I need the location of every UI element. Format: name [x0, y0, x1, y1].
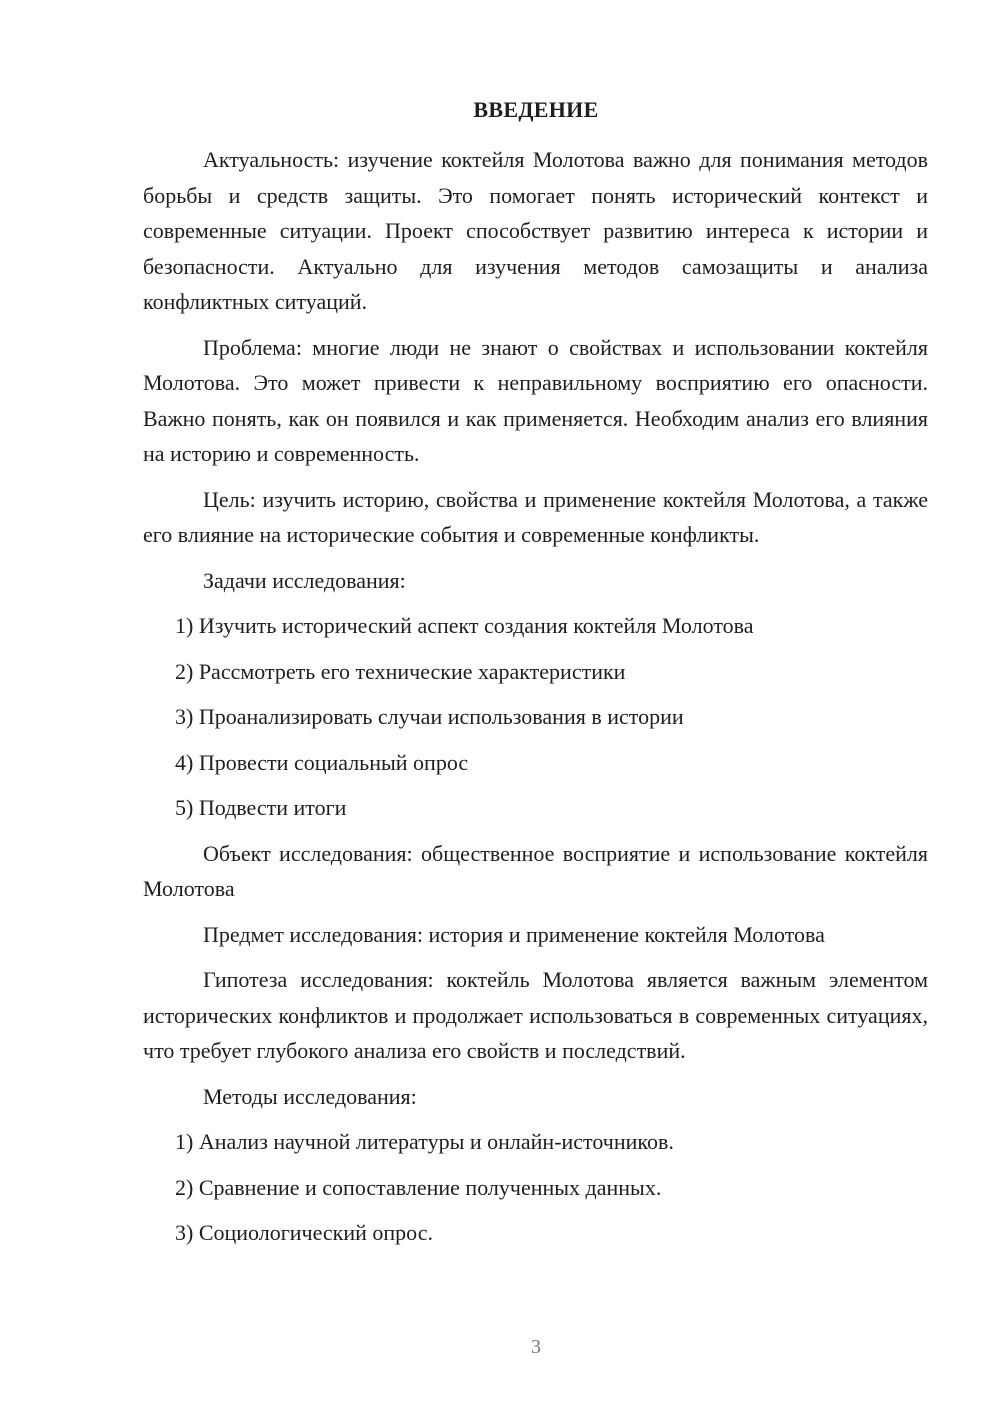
list-item-method: 3) Социологический опрос.: [175, 1220, 433, 1245]
list-item-task: 4) Провести социальный опрос: [175, 749, 469, 775]
list-item-task: 5) Подвести итоги: [175, 795, 347, 820]
paragraph-goal: Цель: изучить историю, свойства и применение коктейля Молотова, а также его влияние на исторические события и современные конфликты.: [143, 486, 928, 547]
paragraph-hypothesis: Гипотеза исследования: коктейль Молотова является важным элементом исторических конфликтов и продолжает использоваться в современных ситуациях, что требует глубокого анализа его свойств и последствий.: [143, 967, 928, 1063]
paragraph-object: Объект исследования: общественное восприятие и использование коктейля Молотова: [143, 840, 928, 901]
paragraph-relevance: Актуальность: изучение коктейля Молотова важно для понимания методов борьбы и средств защиты. Это помогает понять исторический контекст и современные ситуации. Проект способствует развитию интереса к истории и безопасности. Актуально для изучения методов самозащиты и анализа конфликтных ситуаций.: [143, 147, 928, 314]
list-item-task: 1) Изучить исторический аспект создания коктейля Молотова: [175, 613, 754, 638]
list-item-task: 3) Проанализировать случаи использования в истории: [175, 704, 684, 729]
paragraph-problem: Проблема: многие люди не знают о свойствах и использовании коктейля Молотова. Это может привести к неправильному восприятию его опасности. Важно понять, как он появился и как применяется. Необходим анализ его влияния на историю и современность.: [143, 334, 928, 466]
list-item-task: 2) Рассмотреть его технические характеристики: [175, 658, 626, 684]
list-item-method: 1) Анализ научной литературы и онлайн-источников.: [175, 1129, 674, 1154]
section-heading: ВВЕДЕНИЕ: [473, 97, 599, 122]
list-item-method: 2) Сравнение и сопоставление полученных данных.: [175, 1174, 662, 1200]
methods-title: Методы исследования:: [203, 1083, 417, 1109]
paragraph-subject: Предмет исследования: история и применение коктейля Молотова: [203, 921, 825, 947]
page-number: 3: [531, 1336, 541, 1358]
document-body: [143, 142, 928, 1261]
tasks-title: Задачи исследования:: [203, 567, 406, 593]
